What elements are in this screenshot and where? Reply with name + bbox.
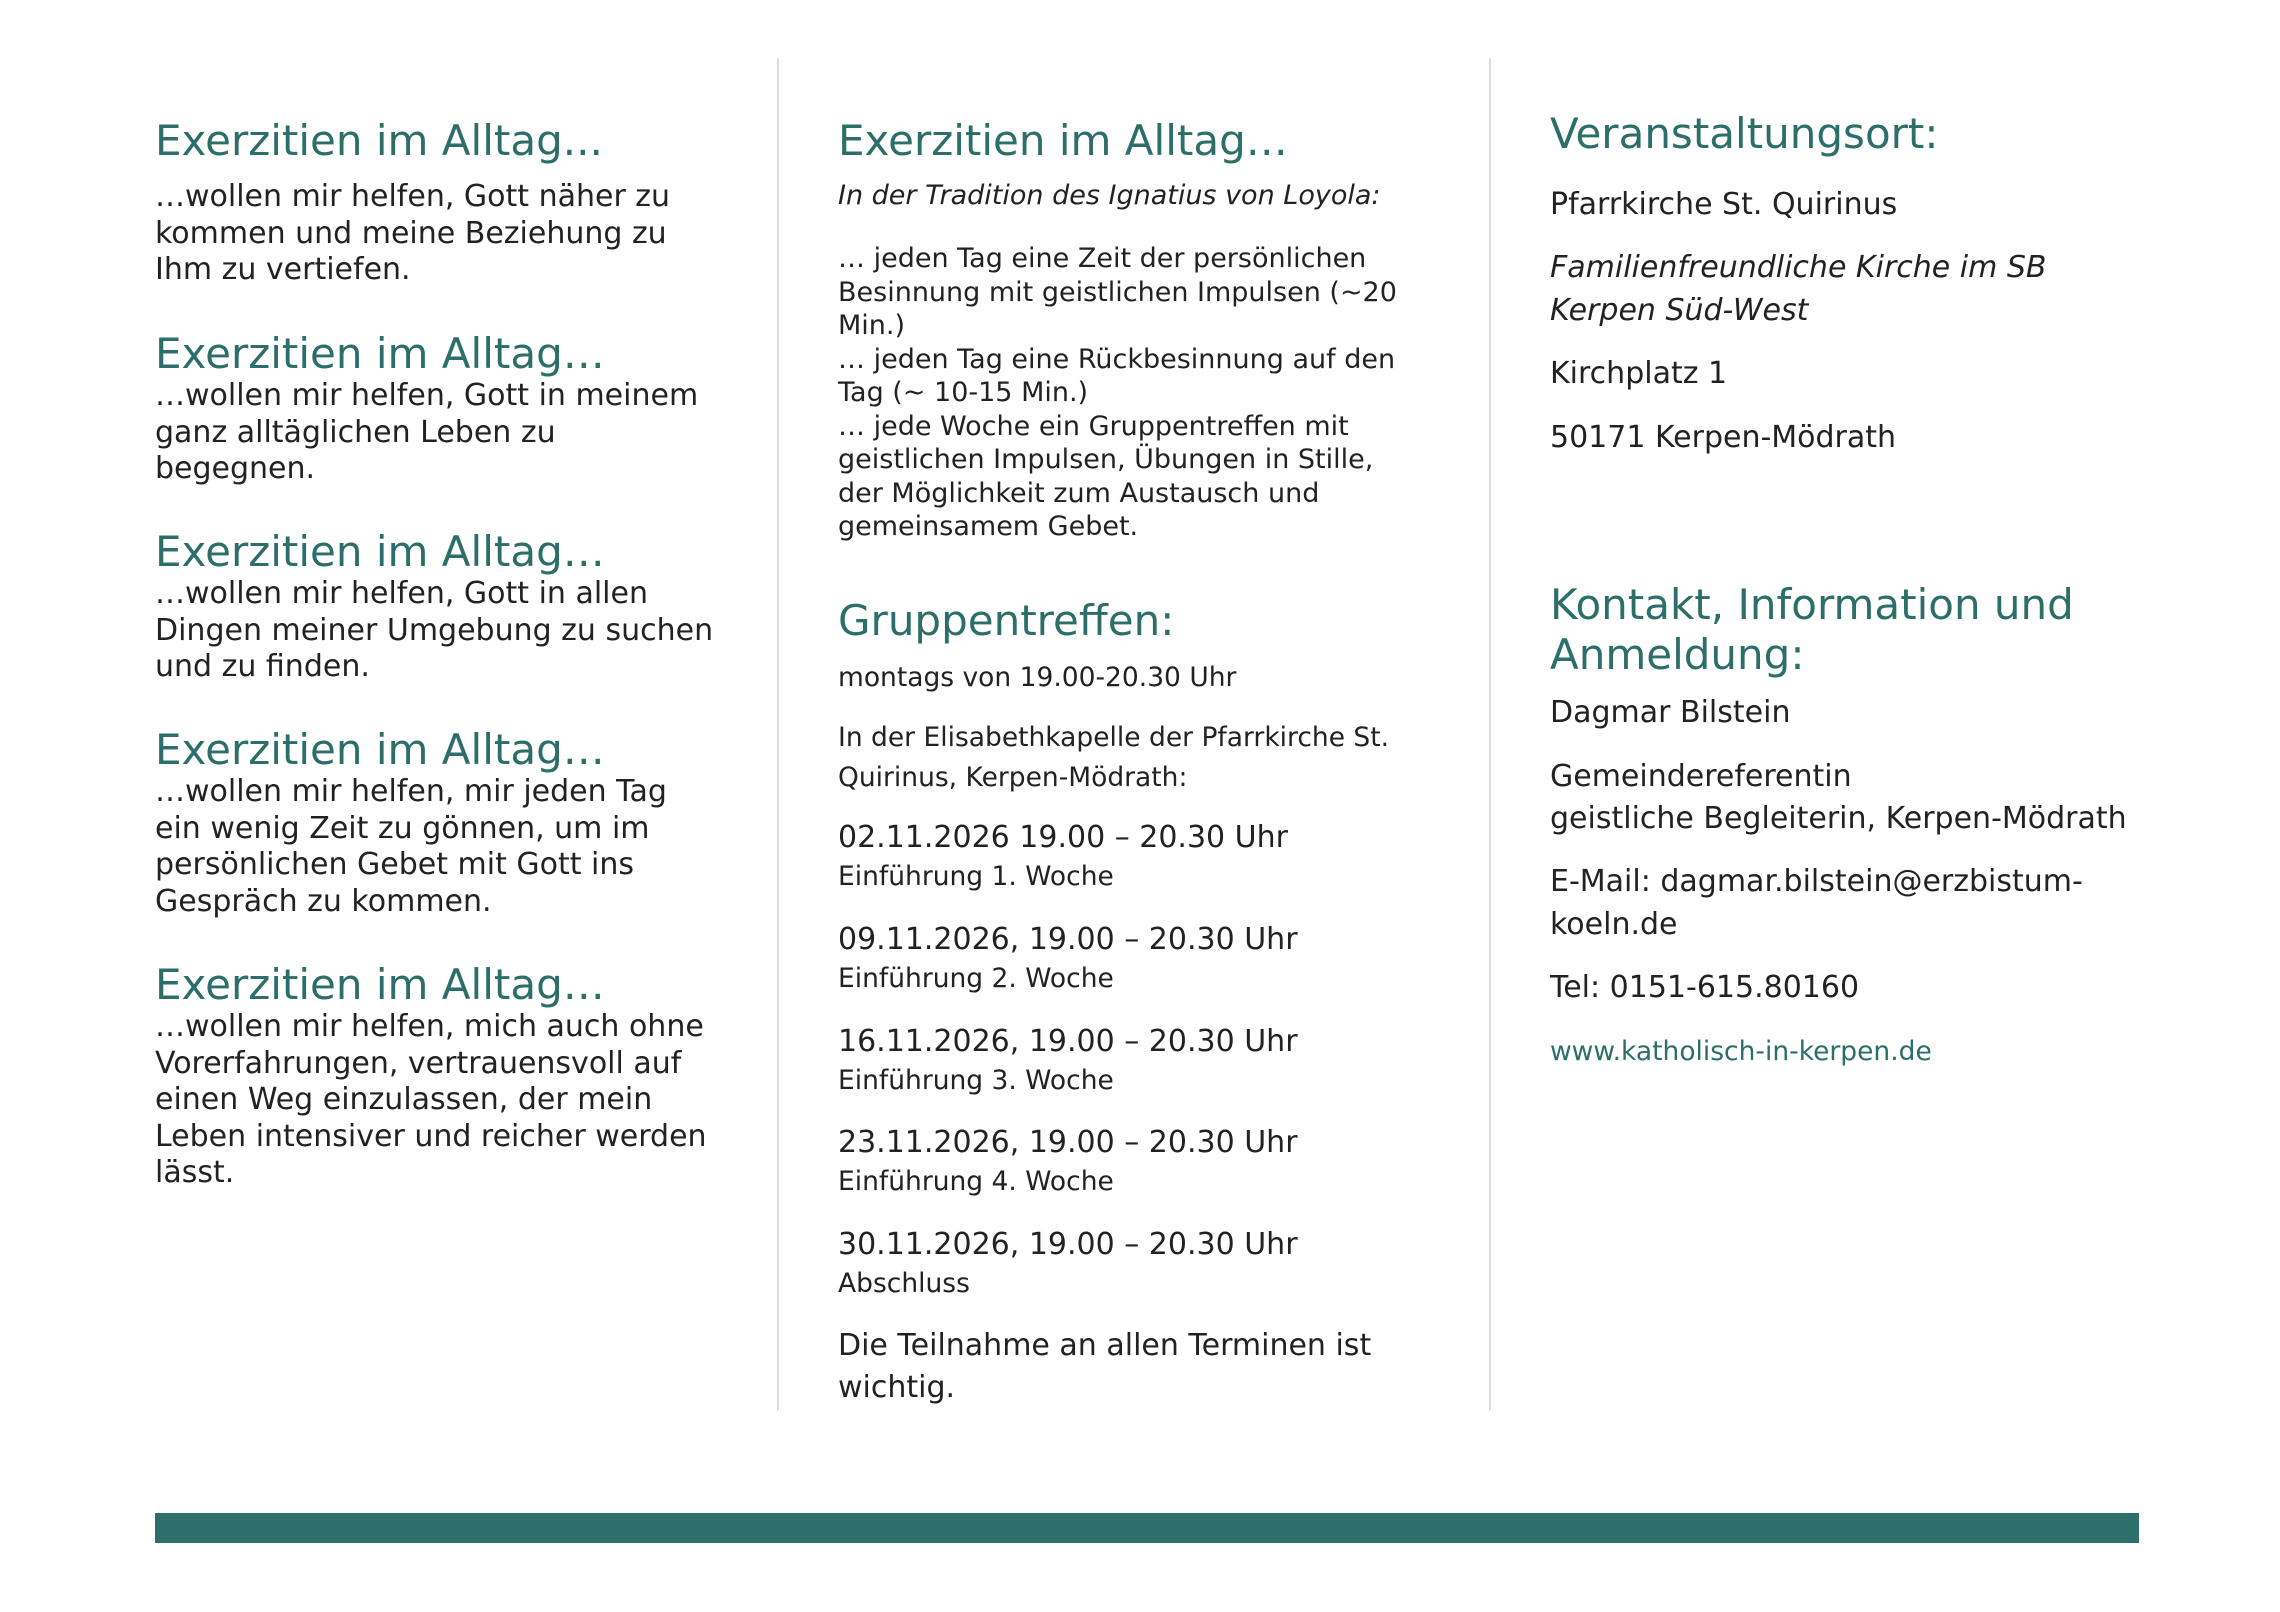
intro-heading-3: Exerzitien im Alltag… [155, 527, 605, 576]
column-divider-2 [1489, 58, 1491, 1411]
intro-text-5-line-4: Leben intensiver und reicher werden [155, 1118, 707, 1154]
venue-description-line-1: Familienfreundliche Kirche im SB [1550, 250, 2047, 285]
intro-heading-1: Exerzitien im Alltag... [155, 116, 603, 165]
venue-church: Pfarrkirche St. Quirinus [1550, 187, 1898, 222]
contact-heading-line-1: Kontakt, Information und [1550, 580, 2074, 629]
contact-email-line-1[interactable]: E-Mail: dagmar.bilstein@erzbistum- [1550, 864, 2083, 899]
intro-text-3-line-2: Dingen meiner Umgebung zu suchen [155, 612, 714, 648]
intro-text-4-line-3: persönlichen Gebet mit Gott ins [155, 847, 635, 882]
meeting-date-4: 23.11.2026, 19.00 – 20.30 Uhr [838, 1125, 1298, 1160]
practice-line-8: der Möglichkeit zum Austausch und [838, 477, 1320, 509]
venue-heading: Veranstaltungsort: [1550, 109, 1939, 158]
contact-role-line-1: Gemeindereferentin [1550, 759, 1852, 794]
group-meeting-heading: Gruppentreffen: [838, 596, 1175, 645]
location-line-1: In der Elisabethkapelle der Pfarrkirche St. [838, 722, 1390, 753]
venue-description-line-2: Kerpen Süd-West [1550, 293, 1809, 328]
intro-text-5-line-1: …wollen mir helfen, mich auch ohne [155, 1009, 704, 1044]
intro-text-3-line-1: …wollen mir helfen, Gott in allen [155, 576, 648, 611]
contact-email-line-2[interactable]: koeln.de [1550, 907, 1678, 942]
practice-line-2: Besinnung mit geistlichen Impulsen (~20 [838, 276, 1397, 308]
meeting-date-2: 09.11.2026, 19.00 – 20.30 Uhr [838, 922, 1298, 957]
venue-street: Kirchplatz 1 [1550, 356, 1728, 391]
meeting-date-1: 02.11.2026 19.00 – 20.30 Uhr [838, 820, 1288, 855]
practice-line-3: Min.) [838, 310, 906, 341]
intro-text-4-line-1: …wollen mir helfen, mir jeden Tag [155, 774, 667, 809]
contact-heading-line-2: Anmeldung: [1550, 630, 1805, 679]
intro-text-2-line-2: ganz alltäglichen Leben zu [155, 414, 556, 450]
contact-phone: Tel: 0151-615.80160 [1550, 970, 1860, 1005]
intro-heading-5: Exerzitien im Alltag… [155, 960, 605, 1009]
practice-line-1: … jeden Tag eine Zeit der persönlichen [838, 243, 1367, 274]
intro-text-1-line-3: Ihm zu vertiefen. [155, 252, 411, 287]
venue-city: 50171 Kerpen-Mödrath [1550, 420, 1897, 455]
intro-text-2-line-3: begegnen. [155, 451, 316, 486]
schedule-text: montags von 19.00-20.30 Uhr [838, 662, 1237, 693]
practice-line-6: … jede Woche ein Gruppentreffen mit [838, 410, 1349, 442]
meeting-label-4: Einführung 4. Woche [838, 1166, 1114, 1197]
intro-text-2-line-1: …wollen mir helfen, Gott in meinem [155, 378, 699, 413]
intro-text-1-line-2: kommen und meine Beziehung zu [155, 215, 667, 251]
intro-text-5-line-3: einen Weg einzulassen, der mein [155, 1082, 653, 1117]
practice-line-7: geistlichen Impulsen, Übungen in Stille, [838, 444, 1374, 475]
intro-text-5-line-5: lässt. [155, 1155, 235, 1190]
contact-role-line-2: geistliche Begleiterin, Kerpen-Mödrath [1550, 801, 2127, 836]
program-heading: Exerzitien im Alltag… [838, 116, 1288, 165]
intro-heading-2: Exerzitien im Alltag… [155, 329, 605, 378]
participation-line-1: Die Teilnahme an allen Terminen ist [838, 1328, 1372, 1363]
practice-line-5: Tag (~ 10-15 Min.) [838, 377, 1089, 408]
intro-text-4-line-4: Gespräch zu kommen. [155, 883, 492, 919]
participation-line-2: wichtig. [838, 1370, 956, 1405]
website-link[interactable]: www.katholisch-in-kerpen.de [1550, 1036, 1932, 1067]
column-divider-1 [777, 58, 779, 1411]
intro-text-4-line-2: ein wenig Zeit zu gönnen, um im [155, 810, 650, 846]
meeting-label-5: Abschluss [838, 1268, 970, 1299]
footer-accent-bar [155, 1513, 2139, 1543]
intro-heading-4: Exerzitien im Alltag… [155, 725, 605, 774]
meeting-label-2: Einführung 2. Woche [838, 963, 1114, 994]
intro-text-3-line-3: und zu finden. [155, 649, 370, 684]
intro-text-5-line-2: Vorerfahrungen, vertrauensvoll auf [155, 1045, 682, 1081]
practice-line-4: … jeden Tag eine Rückbesinnung auf den [838, 343, 1396, 375]
meeting-date-5: 30.11.2026, 19.00 – 20.30 Uhr [838, 1227, 1298, 1262]
contact-name: Dagmar Bilstein [1550, 695, 1791, 730]
tradition-subtitle: In der Tradition des Ignatius von Loyola: [838, 180, 1381, 211]
intro-text-1-line-1: …wollen mir helfen, Gott näher zu [155, 179, 671, 214]
practice-line-9: gemeinsamem Gebet. [838, 511, 1139, 542]
meeting-label-1: Einführung 1. Woche [838, 861, 1114, 892]
meeting-label-3: Einführung 3. Woche [838, 1065, 1114, 1096]
meeting-date-3: 16.11.2026, 19.00 – 20.30 Uhr [838, 1024, 1298, 1059]
location-line-2: Quirinus, Kerpen-Mödrath: [838, 761, 1188, 793]
